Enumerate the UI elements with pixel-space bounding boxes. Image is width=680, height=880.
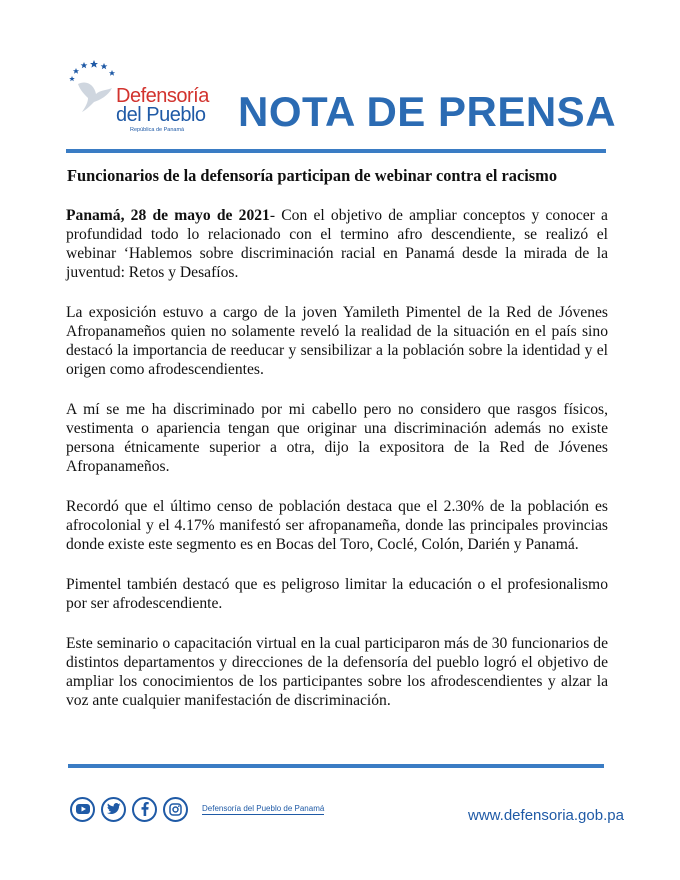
article-headline: Funcionarios de la defensoría participan de webinar contra el racismo [67, 166, 558, 185]
dateline: Panamá, 28 de mayo de 2021 [66, 207, 270, 224]
facebook-icon[interactable] [132, 797, 157, 822]
paragraph-1-text: - Con el objetivo de ampliar conceptos y conocer a profundidad todo lo relacionado con el termino afro descendiente, se realizó el webinar ‘Hablemos sobre discriminación racial en Panamá desde la mirada de la juventud: Retos y Desafíos. [66, 207, 608, 281]
paragraph-2: La exposición estuvo a cargo de la joven Yamileth Pimentel de la Red de Jóvenes Afropanameños quien no solamente reveló la realidad de la situación en el país sino destacó la importancia de reeducar y sensibilizar a la población sobre la identidad y el origen como afrodescendientes. [66, 304, 608, 378]
header-divider [66, 149, 606, 153]
youtube-icon[interactable] [70, 797, 95, 822]
website-link[interactable]: www.defensoria.gob.pa [468, 807, 624, 824]
paragraph-5: Pimentel también destacó que es peligroso limitar la educación o el profesionalismo por ser afrodescendiente. [66, 576, 608, 612]
dove-emblem-icon [64, 54, 124, 114]
defensoria-logo [64, 54, 234, 134]
instagram-icon[interactable] [163, 797, 188, 822]
paragraph-4: Recordó que el último censo de población destaca que el 2.30% de la población es afrocolonial y el 4.17% manifestó ser afropanameña, donde las principales provincias donde existe este segmento es en Bocas del Toro, Coclé, Colón, Darién y Panamá. [66, 498, 608, 553]
paragraph-3: A mí se me ha discriminado por mi cabello pero no considero que rasgos físicos, vestimenta o apariencia tengan que originar una discriminación además no existe persona étnicamente superior a otra, dijo la expositora de la Red de Jóvenes Afropanameños. [66, 401, 608, 475]
twitter-icon[interactable] [101, 797, 126, 822]
logo-wordmark-line2: del Pueblo [116, 104, 206, 126]
social-handle-link[interactable]: Defensoría del Pueblo de Panamá [202, 804, 325, 813]
paragraph-6: Este seminario o capacitación virtual en la cual participaron más de 30 funcionarios de distintos departamentos y direcciones de la defensoría del pueblo logró el objetivo de ampliar los conocimientos de los participantes sobre los afrodescendientes y alzar la voz ante cualquier manifestación de discriminación. [66, 635, 608, 709]
logo-subtitle: República de Panamá [130, 127, 185, 133]
article-body [66, 206, 608, 731]
page-title: NOTA DE PRENSA [238, 88, 617, 135]
social-icons [70, 795, 194, 823]
footer-divider [68, 764, 604, 768]
logo-wordmark-line1: Defensoría [116, 85, 209, 107]
paragraph-1 [66, 206, 608, 282]
